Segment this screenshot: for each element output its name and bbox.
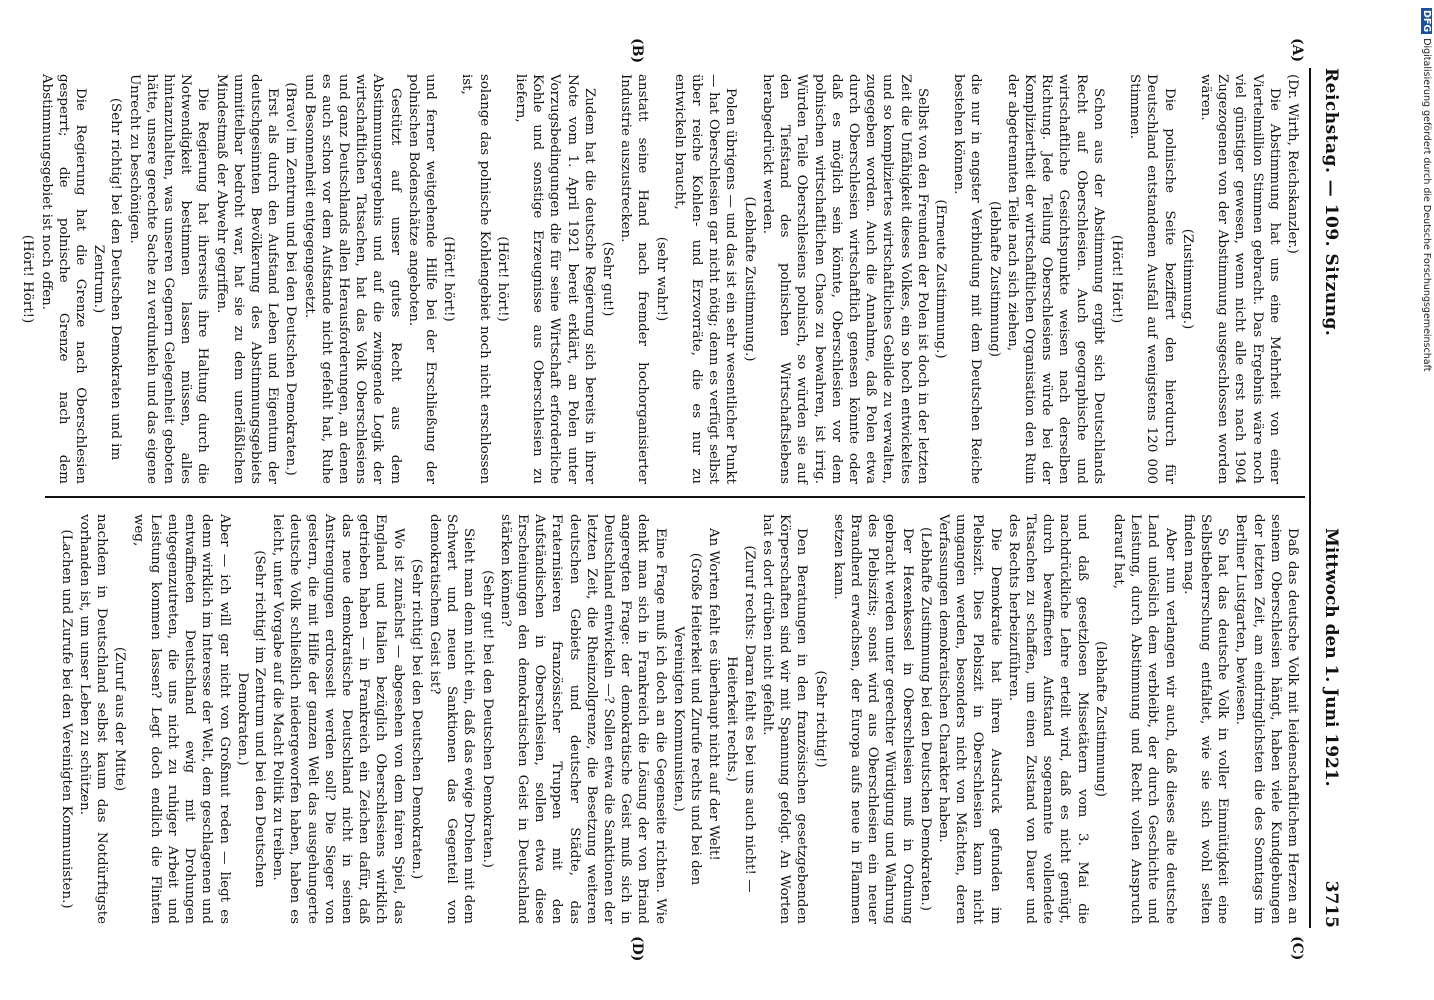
margin-mark-a: (A): [1289, 38, 1305, 63]
paragraph: Wo ist zunächst — abgesehen von dem fairen Spiel, das England und Italien bezüglich Oberschlesiens wirklich getrieben haben — in Frankreich ein Zeichen dafür, daß das neue demokratische Deutschland nicht in seinen Anstrengungen erdrosselt werden soll? Die Sieger von gestern, die mit Hilfe der ganzen Welt das ausgehungerte deutsche Volk schließlich niedergeworfen haben, haben es leicht, unter Vorgabe auf die Macht Politik zu treiben.: [270, 514, 406, 924]
paragraph: Die Abstimmung hat uns eine Mehrheit von einer Viertelmillion Stimmen gebracht. Das Ergebnis wäre noch viel günstiger gewesen, wenn nicht alle erst nach 1904 Zugezogenen von der Abstimmung ausgeschlossen worden wären.: [1197, 74, 1282, 484]
interjection: (Erneute Zustimmung.): [932, 199, 948, 359]
side-credit: [1418, 8, 1434, 708]
interjection: (sehr wahr!): [653, 236, 669, 322]
interjection: (lebhafte Zustimmung): [1092, 640, 1108, 798]
paragraph: Selbst von den Freunden der Polen ist doch in der letzten Zeit die Unfähigkeit dieses Volkes, ein so hoch entwickeltes und so kompliziertes wirtschaftliches Gebilde zu verwalten, zugegeben worden. Auch die Annahme, daß Polen etwa durch Oberschlesien wirtschaftlich genesen könnte oder daß es möglich sein könnte, Oberschlesien vor dem polnischen wirtschaftlichen Chaos zu bewahren, ist irrig. Würden Teile Oberschlesiens polnisch, so würden sie auf den Tiefstand des polnischen Wirtschaftslebens herabgedrückt werden.: [759, 74, 930, 484]
paragraph: Sieht man denn nicht ein, daß das ewige Drohen mit dem Schwert und neuen Sanktionen das Gegenteil von demokratischem Geist ist?: [427, 514, 477, 924]
paragraph: nachdem in Deutschland selbst kaum das Notdürftigste vorhanden ist, um unser Leben zu schützen.: [76, 514, 110, 924]
paragraph: Polen übrigens — und das ist ein sehr wesentlicher Punkt — hat Oberschlesien gar nicht nötig; denn es verfügt selbst über reiche Kohlen- und Erzvorräte, die es nur zu entwickeln braucht,: [671, 74, 739, 484]
interjection: (lebhafte Zustimmung): [986, 200, 1002, 358]
right-column: [57, 514, 1301, 924]
interjection: (Sehr richtig! bei den Deutschen Demokraten.): [408, 558, 424, 880]
interjection: (Sehr richtig!): [812, 670, 828, 768]
page-number: 3715: [1321, 880, 1341, 928]
interjection: (Lebhafte Zustimmung.): [741, 196, 757, 362]
interjection: (Sehr gut! bei den Deutschen Demokraten.): [479, 569, 495, 869]
interjection: (Sehr richtig! im Zentrum und bei den Deutschen Demokraten.): [234, 550, 268, 888]
header-rule: [1309, 68, 1311, 928]
paragraph: An Worten fehlt es überhaupt nicht auf der Welt!: [706, 528, 722, 861]
interjection: (Sehr gut!): [600, 241, 616, 317]
paragraph: Daß das deutsche Volk mit leidenschaftlichem Herzen an seinem Oberschlesien hängt, haben viele Kundgebungen der letzten Zeit, am eindringlichsten die des Sonntags im Berliner Lustgarten, bewiesen.: [1233, 514, 1300, 924]
paragraph: Die Regierung hat die Grenze nach Oberschlesien gesperrt; die polnische Grenze nach dem Abstimmungsgebiet ist noch offen.: [38, 74, 88, 484]
paragraph: anstatt seine Hand nach fremder hochorganisierter Industrie auszustrecken.: [618, 74, 651, 484]
margin-mark-d: (D): [629, 936, 645, 962]
interjection: (Hört! hört!): [494, 236, 510, 322]
interjection: (Sehr richtig! bei den Deutschen Demokraten und im Zentrum.): [91, 97, 124, 461]
interjection: (Hört! Hört!): [1108, 234, 1124, 324]
margin-mark-b: (B): [629, 38, 645, 64]
paragraph: Die polnische Seite beziffert den hierdurch für Deutschland entstandenen Ausfall auf wenigstens 120 000 Stimmen.: [1127, 74, 1177, 484]
paragraph: solange das polnische Kohlengebiet noch nicht erschlossen ist,: [459, 74, 492, 484]
page-header: [1313, 68, 1345, 928]
dfg-logo: DFG: [1421, 10, 1432, 33]
paragraph: Den Beratungen in den französischen gesetzgebenden Körperschaften sind wir mit Spannung gefolgt. An Worten hat es dort drüben nicht gefehlt.: [759, 514, 810, 924]
rotated-page: [20, 38, 1345, 962]
interjection: (Zuruf aus der Mitte): [112, 646, 128, 792]
interjection: (Große Heiterkeit und Zurufe rechts und bei den Vereinigten Kommunisten.): [670, 552, 704, 886]
paragraph: Eine Frage muß ich doch an die Gegenseite richten. Wie denkt man sich in Frankreich die Lösung der von Briand angeregten Frage: der demokratische Geist muß sich in Deutschland entwickeln —? Sollen etwa die Sanktionen der letzten Zeit, die Rheinzollgrenze, die Besetzung weiteren deutschen Gebiets und deutscher Städte, das Fraternisieren französischer Truppen mit den Aufständischen in Oberschlesien, sollen etwa diese Erscheinungen den demokratischen Geist in Deutschland stärken können?: [497, 514, 668, 924]
paragraph: Aber nun verlangen wir auch, daß dieses alte deutsche Land unlöslich dem verbleibt, der durch Geschichte und Leistung, durch Abstimmung und Recht vollen Anspruch darauf hat,: [1110, 514, 1178, 924]
left-column: [18, 74, 1301, 484]
paragraph: So hat das deutsche Volk in voller Einmütigkeit eine Selbstbeherrschung entfaltet, wie sie sich wohl selten finden mag.: [1180, 514, 1231, 924]
paragraph: Gestützt auf unser gutes Recht aus dem Abstimmungsergebnis und auf die zwingende Logik der wirtschaftlichen Tatsachen, hat das Volk Oberschlesiens und ganz Deutschlands allen Herausforderungen, an denen es auch schon vor dem Aufstande nicht gefehlt hat, Ruhe und Besonnenheit entgegengesetzt.: [301, 74, 403, 484]
header-left: Reichstag. — 109. Sitzung.: [1321, 68, 1341, 337]
paragraph: Zudem hat die deutsche Regierung sich bereits in ihrer Note vom 1. April 1921 bereit erklärt, an Polen unter Vorzugsbedingungen die für seine Wirtschaft erforderliche Kohle und sonstige Erzeugnisse aus Oberschlesien zu liefern,: [513, 74, 597, 484]
interjection: (Bravo! im Zentrum und bei den Deutschen Demokraten.): [283, 82, 299, 476]
paragraph: Aber — ich will gar nicht von Großmut reden — liegt es denn wirklich im Interesse der Welt, dem geschlagenen und entwaffneten Deutschland ewig mit Drohungen entgegenzutreten, die uns nicht zu ruhiger Arbeit und Leistung kommen lassen? Legt doch endlich die Flinten weg,: [130, 514, 232, 924]
paragraph: und ferner weitgehende Hilfe bei der Erschließung der polnischen Bodenschätze angeboten.: [405, 74, 439, 484]
paragraph: Schon aus der Abstimmung ergibt sich Deutschlands Recht auf Oberschlesien. Auch geographische und wirtschaftliche Gesichtspunkte weisen nach derselben Richtung. Jede Teilung Oberschlesiens würde bei der Kompliziertheit der wirtschaftlichen Organisation den Ruin der abgetrennten Teile nach sich ziehen,: [1004, 74, 1106, 484]
header-date: Mittwoch den 1. Juni 1921.: [1321, 528, 1341, 787]
margin-mark-c: (C): [1289, 936, 1305, 961]
interjection: (Lachen und Zurufe bei den Vereinigten Kommunisten.): [58, 529, 74, 909]
interjection: (Hört! Hört!): [20, 234, 36, 324]
paragraph: (Dr. Wirth, Reichskanzler.): [1285, 74, 1300, 254]
paragraph: Der Hexenkessel in Oberschlesien muß in Ordnung gebracht werden unter gerechter Würdigung und Wahrung des Plebiszits; sonst wird aus Oberschlesien ein neuer Brandherd erwachsen, der Europa aufs neue in Flammen setzen kann.: [830, 514, 915, 924]
paragraph: Die Demokratie hat ihren Ausdruck gefunden im Plebiszit. Dies Plebiszit in Oberschlesien kann nicht umgangen werden, besonders nicht von Mächten, deren Verfassungen demokratischen Charakter haben.: [935, 514, 1003, 924]
paragraph: Erst als durch den Aufstand Leben und Eigentum der deutschgesinnten Bevölkerung des Abstimmungsgebiets unmittelbar bedroht war, hat sie zu dem unerläßlichen Mindestmaß der Abwehr gegriffen.: [213, 74, 281, 484]
paragraph: Die Regierung hat ihrerseits ihre Haltung durch die Notwendigkeit bestimmen lassen müssen, alles hintanzuhalten, was unseren Gegnern Gelegenheit geboten hätte, unsere gerechte Sache zu verdunkeln und das eigene Unrecht zu beschönigen.: [126, 74, 211, 484]
paragraph: die nur in engster Verbindung mit dem Deutschen Reiche bestehen können.: [951, 74, 984, 484]
interjection: (Hört! hört!): [441, 236, 457, 322]
column-divider: [45, 496, 1305, 498]
interjection: (Zustimmung.): [1179, 228, 1195, 330]
interjection: (Zuruf rechts: Daran fehlt es bei uns auch nicht! — Heiterkeit rechts.): [724, 545, 757, 893]
side-credit-text: Digitalisierung gefördert durch die Deutsche Forschungsgemeinschaft: [1421, 38, 1432, 372]
paragraph: und daß gesetzlosen Missetätern vom 3. Mai die nachdrückliche Lehre erteilt wird, daß es nicht genügt, durch bewaffneten Aufstand sogenannte vollendete Tatsachen zu schaffen, um einen Zustand von Dauer und des Rechts herbeizuführen.: [1005, 514, 1090, 924]
interjection: (Lebhafte Zustimmung bei den Deutschen Demokraten.): [917, 527, 933, 911]
